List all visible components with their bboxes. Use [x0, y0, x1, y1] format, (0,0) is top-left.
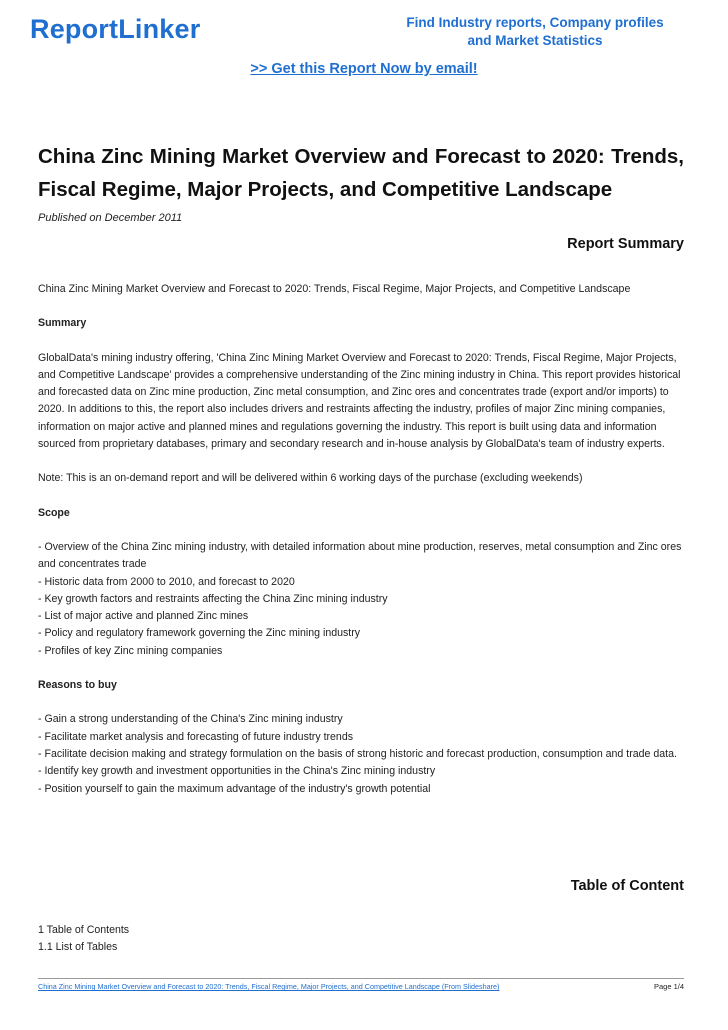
toc-list	[38, 922, 129, 956]
reason-item: - Identify key growth and investment opportunities in the China's Zinc mining industry	[38, 765, 436, 778]
reason-item: - Facilitate market analysis and forecasting of future industry trends	[38, 730, 354, 743]
footer-divider	[38, 978, 684, 979]
scope-list	[38, 539, 684, 660]
scope-item: - Profiles of key Zinc mining companies	[38, 644, 223, 657]
intro-paragraph: China Zinc Mining Market Overview and Forecast to 2020: Trends, Fiscal Regime, Major Projects, and Competitive Landscape	[38, 283, 631, 295]
report-summary-heading: Report Summary	[567, 236, 684, 252]
table-of-content-heading: Table of Content	[570, 878, 684, 894]
scope-item: - Overview of the China Zinc mining industry, with detailed information about mine production, reserves, metal consumption and Zinc ores and concentrates trade	[38, 540, 682, 571]
scope-item: - Historic data from 2000 to 2010, and forecast to 2020	[38, 575, 295, 588]
toc-item: 1.1 List of Tables	[38, 941, 118, 953]
footer-slideshare-link[interactable]: China Zinc Mining Market Overview and Forecast to 2020: Trends, Fiscal Regime, Major Projects, and Competitive Landscape (From Slideshare)	[38, 982, 500, 991]
delivery-note: Note: This is an on-demand report and will be delivered within 6 working days of the purchase (excluding weekends)	[38, 472, 583, 485]
published-date: Published on December 2011	[38, 212, 183, 224]
get-report-cta	[0, 61, 728, 77]
reportlinker-logo[interactable]: ReportLinker	[30, 14, 201, 44]
summary-paragraph: GlobalData's mining industry offering, 'China Zinc Mining Market Overview and Forecast to 2020: Trends, Fiscal Regime, Major Projects, and Competitive Landscape' provides a comprehensive understanding of the Zinc mining industry in China. This report provides historical and forecasted data on Zinc mine production, Zinc metal consumption, and Zinc ores and concentrates trade (export and/or imports) to 2020. In additions to this, the report also includes drivers and restraints affecting the industry, profiles of major Zinc mining companies, information on major active and planned mines and regulations governing the industry. This report is built using data and information sourced from proprietary databases, primary and secondary research and in-house analysis by GlobalData's team of industry experts.	[38, 351, 681, 451]
reasons-label: Reasons to buy	[38, 679, 117, 692]
get-report-email-link[interactable]: >> Get this Report Now by email!	[250, 61, 478, 77]
reasons-list	[38, 711, 684, 797]
page-number: Page 1/4	[653, 982, 684, 991]
tagline-line-2: and Market Statistics	[467, 33, 603, 48]
tagline-line-1: Find Industry reports, Company profiles	[406, 15, 664, 30]
summary-label: Summary	[38, 317, 87, 330]
reason-item: - Gain a strong understanding of the China's Zinc mining industry	[38, 713, 343, 726]
reason-item: - Facilitate decision making and strategy formulation on the basis of strong historic and forecast production, consumption and trade data.	[38, 747, 677, 760]
report-title: China Zinc Mining Market Overview and Forecast to 2020: Trends, Fiscal Regime, Major Projects, and Competitive Landscape	[38, 145, 684, 201]
toc-item: 1 Table of Contents	[38, 924, 130, 936]
reason-item: - Position yourself to gain the maximum advantage of the industry's growth potential	[38, 782, 431, 795]
header-tagline	[380, 14, 690, 50]
scope-item: - Key growth factors and restraints affecting the China Zinc mining industry	[38, 592, 388, 605]
report-content	[38, 281, 684, 815]
scope-item: - Policy and regulatory framework governing the Zinc mining industry	[38, 627, 361, 640]
scope-item: - List of major active and planned Zinc mines	[38, 610, 249, 623]
scope-label: Scope	[38, 506, 70, 519]
